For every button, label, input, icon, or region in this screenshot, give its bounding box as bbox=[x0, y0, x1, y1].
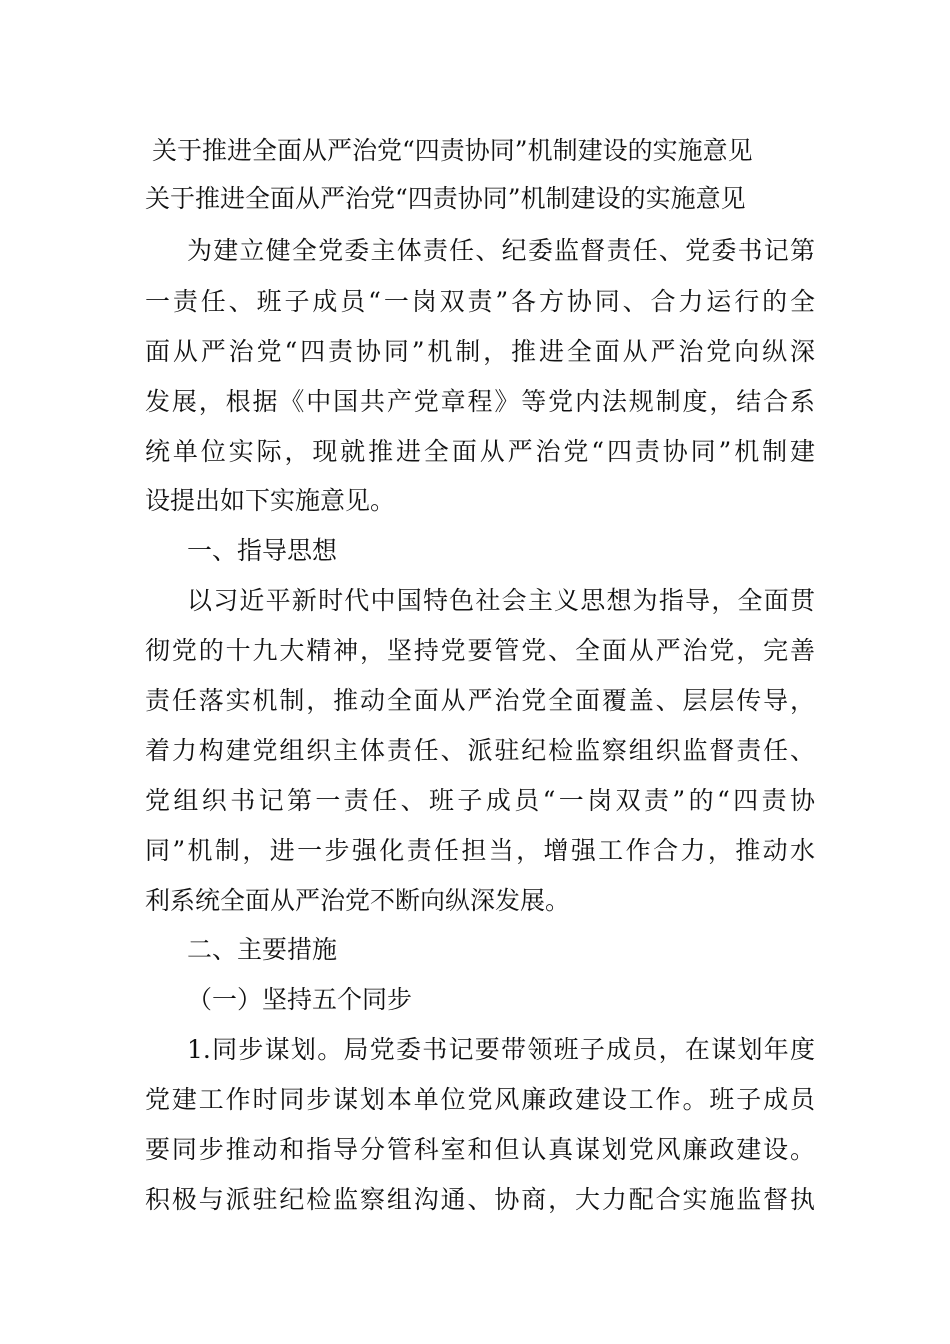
document-title-line-2: 关于推进全面从严治党“四责协同”机制建设的实施意见 bbox=[145, 184, 746, 213]
paragraph-line: 一责任、班子成员“一岗双责”各方协同、合力运行的全 bbox=[145, 287, 815, 316]
paragraph-line: 责任落实机制，推动全面从严治党全面覆盖、层层传导， bbox=[145, 686, 815, 715]
section-heading: 一、指导思想 bbox=[187, 536, 338, 565]
paragraph-line: 积极与派驻纪检监察组沟通、协商，大力配合实施监督执 bbox=[145, 1185, 815, 1214]
paragraph-line: 以习近平新时代中国特色社会主义思想为指导，全面贯 bbox=[187, 586, 815, 615]
paragraph-line: 同”机制，进一步强化责任担当，增强工作合力，推动水 bbox=[145, 836, 815, 865]
section-heading: 二、主要措施 bbox=[187, 935, 338, 964]
paragraph-line: 党建工作时同步谋划本单位党风廉政建设工作。班子成员 bbox=[145, 1085, 815, 1114]
paragraph-line: 为建立健全党委主体责任、纪委监督责任、党委书记第 bbox=[187, 236, 815, 265]
paragraph-line: 利系统全面从严治党不断向纵深发展。 bbox=[145, 886, 571, 915]
paragraph-line: 彻党的十九大精神，坚持党要管党、全面从严治党，完善 bbox=[145, 636, 815, 665]
paragraph-line: 统单位实际，现就推进全面从严治党“四责协同”机制建 bbox=[145, 437, 815, 466]
paragraph-line: 要同步推动和指导分管科室和但认真谋划党风廉政建设。 bbox=[145, 1135, 815, 1164]
paragraph-line: 发展，根据《中国共产党章程》等党内法规制度，结合系 bbox=[145, 387, 815, 416]
subsection-heading: （一）坚持五个同步 bbox=[187, 985, 413, 1014]
paragraph-line: 设提出如下实施意见。 bbox=[145, 486, 396, 515]
paragraph-line: 党组织书记第一责任、班子成员“一岗双责”的“四责协 bbox=[145, 786, 815, 815]
document-title-line-1: 关于推进全面从严治党“四责协同”机制建设的实施意见 bbox=[152, 136, 753, 165]
paragraph-line: 1.同步谋划。局党委书记要带领班子成员，在谋划年度 bbox=[187, 1035, 815, 1064]
paragraph-line: 着力构建党组织主体责任、派驻纪检监察组织监督责任、 bbox=[145, 736, 815, 765]
paragraph-line: 面从严治党“四责协同”机制，推进全面从严治党向纵深 bbox=[145, 337, 815, 366]
